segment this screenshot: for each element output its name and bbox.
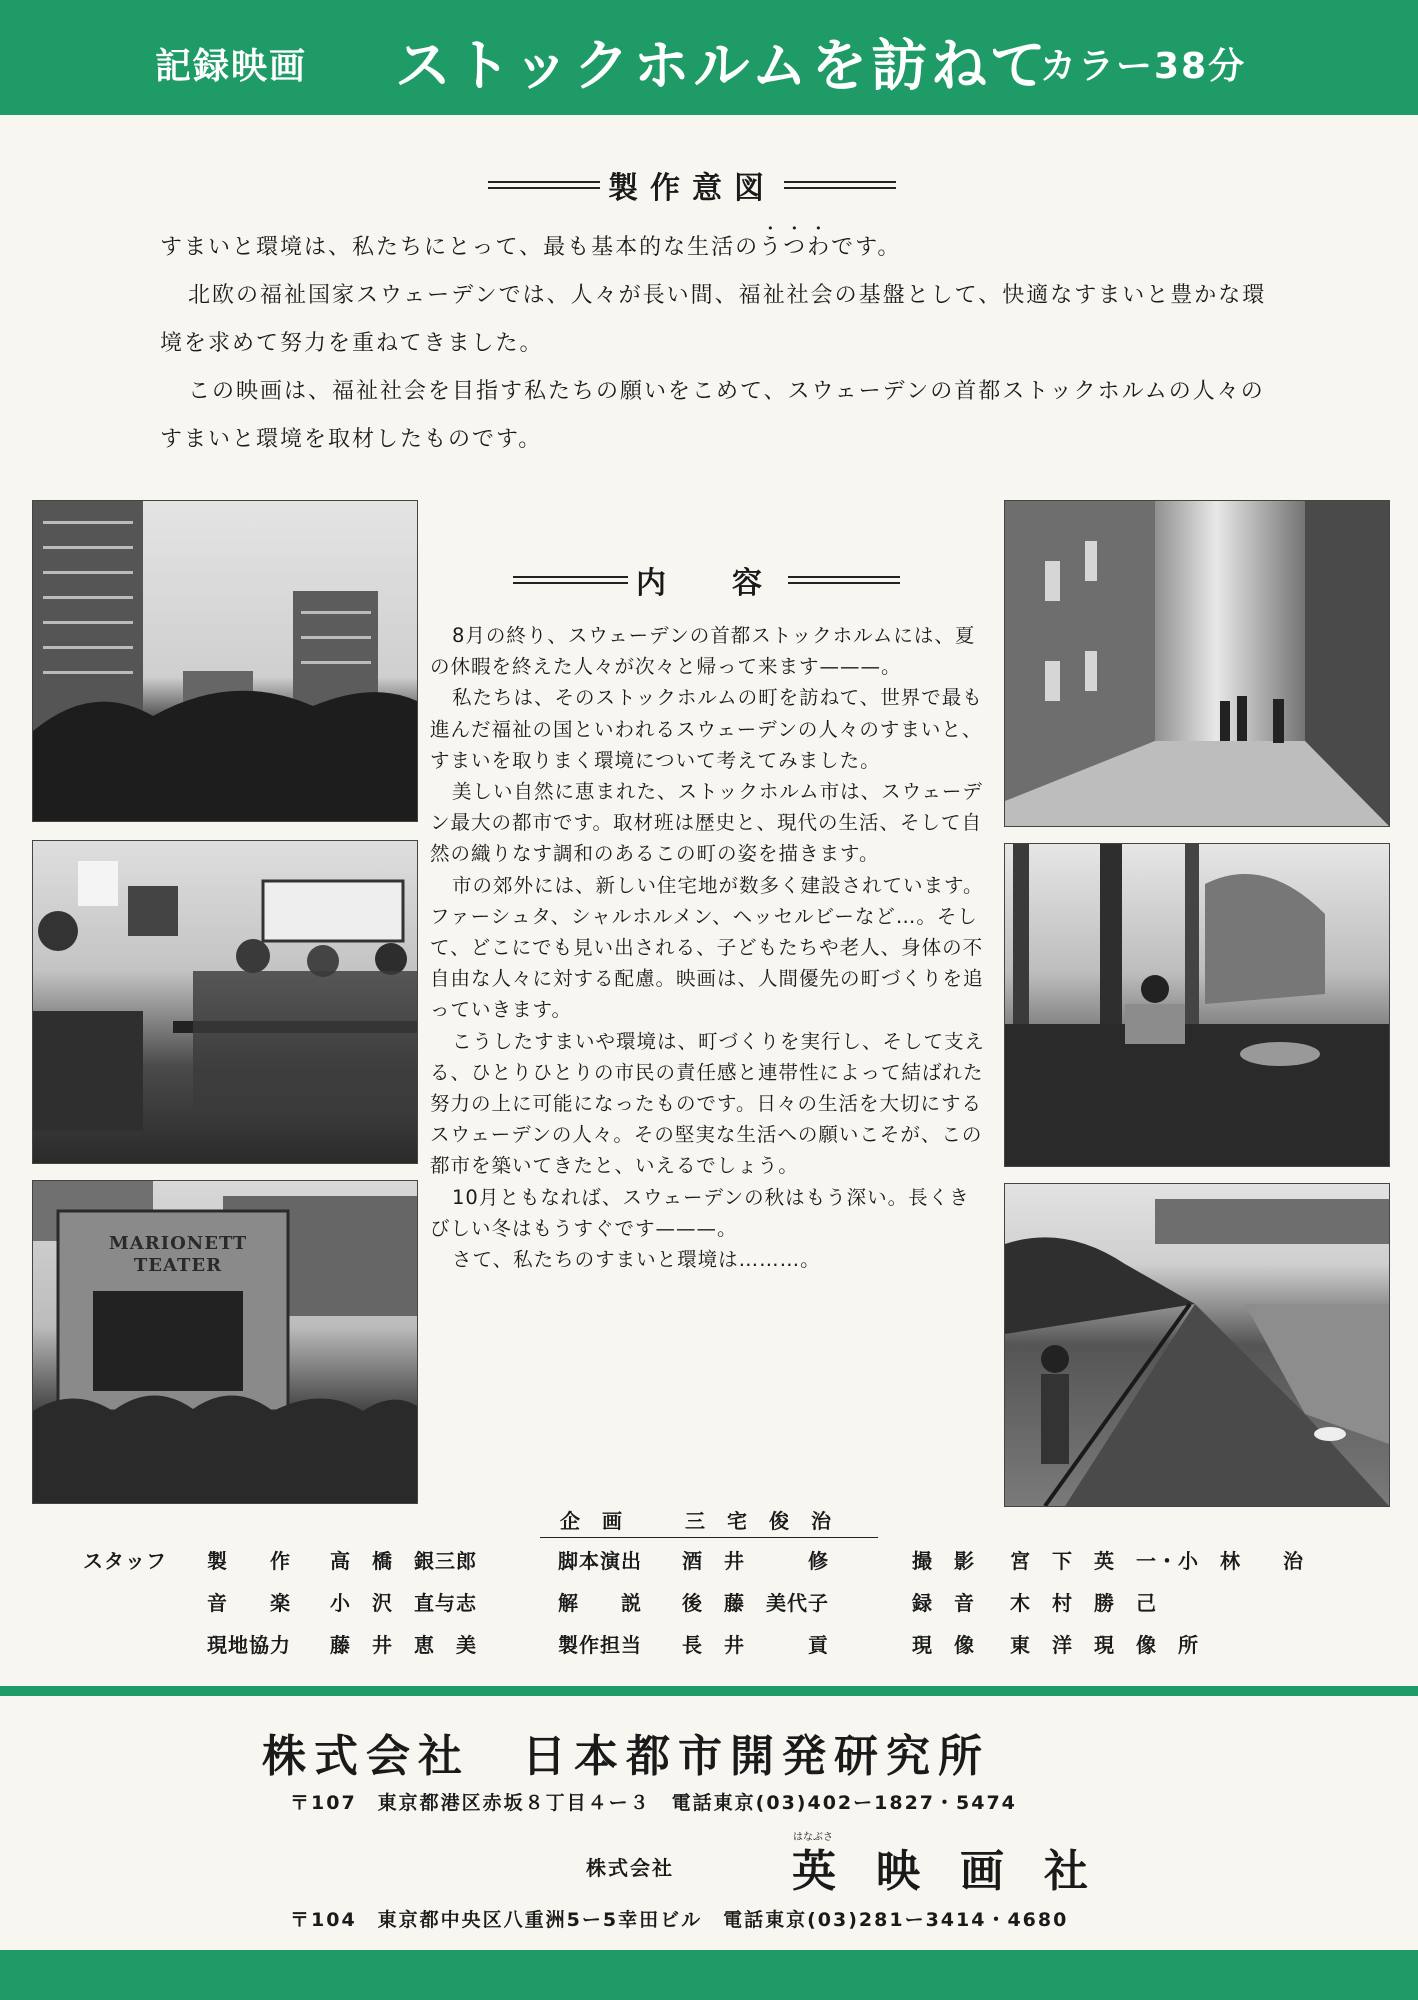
intent-heading-text: 製作意図 [608, 171, 776, 206]
credit-role: 音 楽 [207, 1591, 291, 1615]
intent-p1-post: です。 [831, 235, 902, 260]
intent-paragraph-2: 北欧の福祉国家スウェーデンでは、人々が長い間、福祉社会の基盤として、快適なすまいと豊かな環境を求めて努力を重ねてきました。 [160, 283, 1267, 356]
distributor-prefix: 株式会社 [586, 1856, 674, 1880]
photo-apartment-towers [32, 500, 418, 822]
footer-divider [0, 1686, 1418, 1696]
film-title: ストックホルムを訪ねて [395, 34, 1050, 99]
credit-role: 脚本演出 [558, 1549, 642, 1573]
content-paragraph: こうしたすまいや環境は、町づくりを実行し、そして支える、ひとりひとりの市民の責任感と連帯性によって結ばれた努力の上に可能になったものです。日々の生活を大切にするスウェーデンの人々。その堅実な生活への願いこそが、この都市を築いてきたと、いえるでしょう。 [430, 1029, 986, 1178]
photo-family-living-room [32, 840, 418, 1164]
heading-rule-right [788, 576, 900, 584]
staff-credits [0, 1545, 1418, 1665]
credit-person: 後 藤 美代子 [682, 1591, 829, 1615]
film-category: 記録映画 [155, 46, 308, 87]
distributor-company: 英映画社 [792, 1846, 1128, 1897]
content-paragraph: 10月ともなれば、スウェーデンの秋はもう深い。長くきびしい冬はもうすぐです———。 [430, 1185, 970, 1240]
intent-heading [488, 163, 896, 207]
credit-role: 撮 影 [912, 1549, 975, 1573]
theater-sign: MARIONETT TEATER [108, 1233, 248, 1276]
credit-role: 録 音 [912, 1591, 975, 1615]
credit-planning-label: 企 画 [560, 1509, 623, 1533]
credit-role: 製作担当 [558, 1633, 642, 1657]
credit-role: 解 説 [558, 1591, 642, 1615]
credit-person: 長 井 貢 [682, 1633, 829, 1657]
staff-label: スタッフ [83, 1549, 167, 1573]
intent-p1-pre: すまいと環境は、私たちにとって、最も基本的な生活の [160, 235, 760, 260]
content-paragraph: 8月の終り、スウェーデンの首都ストックホルムには、夏の休暇を終えた人々が次々と帰って来ます———。 [430, 624, 976, 679]
credit-person: 宮 下 英 一・小 林 治 [1010, 1549, 1304, 1573]
producer-address: 〒107 東京都港区赤坂８丁目４ー３ 電話東京(03)402ー1827・5474 [290, 1792, 1017, 1814]
intent-p1-emphasis: うつわ [759, 235, 832, 260]
photo-waterfront-ducks [1004, 1183, 1390, 1507]
intent-paragraph-3: この映画は、福祉社会を目指す私たちの願いをこめて、スウェーデンの首都ストックホルムの人々のすまいと環境を取材したものです。 [160, 379, 1265, 452]
content-heading [513, 558, 900, 602]
intent-paragraph-1 [160, 222, 1280, 272]
credit-person: 小 沢 直与志 [330, 1591, 477, 1615]
credit-person: 酒 井 修 [682, 1549, 829, 1573]
distributor-address: 〒104 東京都中央区八重洲5ー5幸田ビル 電話東京(03)281ー3414・4680 [290, 1909, 1069, 1931]
bottom-band [0, 1950, 1418, 2000]
title-banner [0, 0, 1418, 115]
photo-marionette-theater [32, 1180, 418, 1504]
distributor-ruby: はなぶさ [793, 1832, 833, 1843]
credit-underline [540, 1537, 878, 1538]
credit-person: 高 橋 銀三郎 [330, 1549, 477, 1573]
photo-children-in-park [1004, 843, 1390, 1167]
heading-rule-left [488, 181, 600, 189]
content-paragraph: 市の郊外には、新しい住宅地が数多く建設されています。ファーシュタ、シャルホルメン、ヘッセルビーなど…。そして、どこにでも見い出される、子どもたちや老人、身体の不自由な人々に対する配慮。映画は、人間優先の町づくりを追っていきます。 [430, 873, 984, 1022]
photo-old-town-street [1004, 500, 1390, 827]
content-paragraph: 美しい自然に恵まれた、ストックホルム市は、スウェーデン最大の都市です。取材班は歴史と、現代の生活、そして自然の織りなす調和のあるこの町の姿を描きます。 [430, 780, 983, 866]
heading-rule-right [784, 181, 896, 189]
credit-role: 製 作 [207, 1549, 291, 1573]
credit-planning-name: 三 宅 俊 治 [685, 1509, 832, 1533]
credit-person: 東 洋 現 像 所 [1010, 1633, 1199, 1657]
credit-person: 藤 井 恵 美 [330, 1633, 477, 1657]
film-format: カラー38分 [1040, 46, 1247, 87]
content-text [430, 620, 990, 1275]
producer-company: 株式会社 日本都市開発研究所 [262, 1731, 990, 1782]
heading-rule-left [513, 576, 628, 584]
credit-role: 現地協力 [207, 1633, 291, 1657]
content-paragraph: 私たちは、そのストックホルムの町を訪ねて、世界で最も進んだ福祉の国といわれるスウェーデンの人々のすまいと、すまいを取りまく環境について考えてみました。 [430, 686, 983, 772]
credit-role: 現 像 [912, 1633, 975, 1657]
credit-person: 木 村 勝 己 [1010, 1591, 1157, 1615]
intent-text [160, 222, 1280, 464]
content-heading-text: 内 容 [636, 566, 780, 601]
content-paragraph: さて、私たちのすまいと環境は………。 [452, 1248, 821, 1272]
